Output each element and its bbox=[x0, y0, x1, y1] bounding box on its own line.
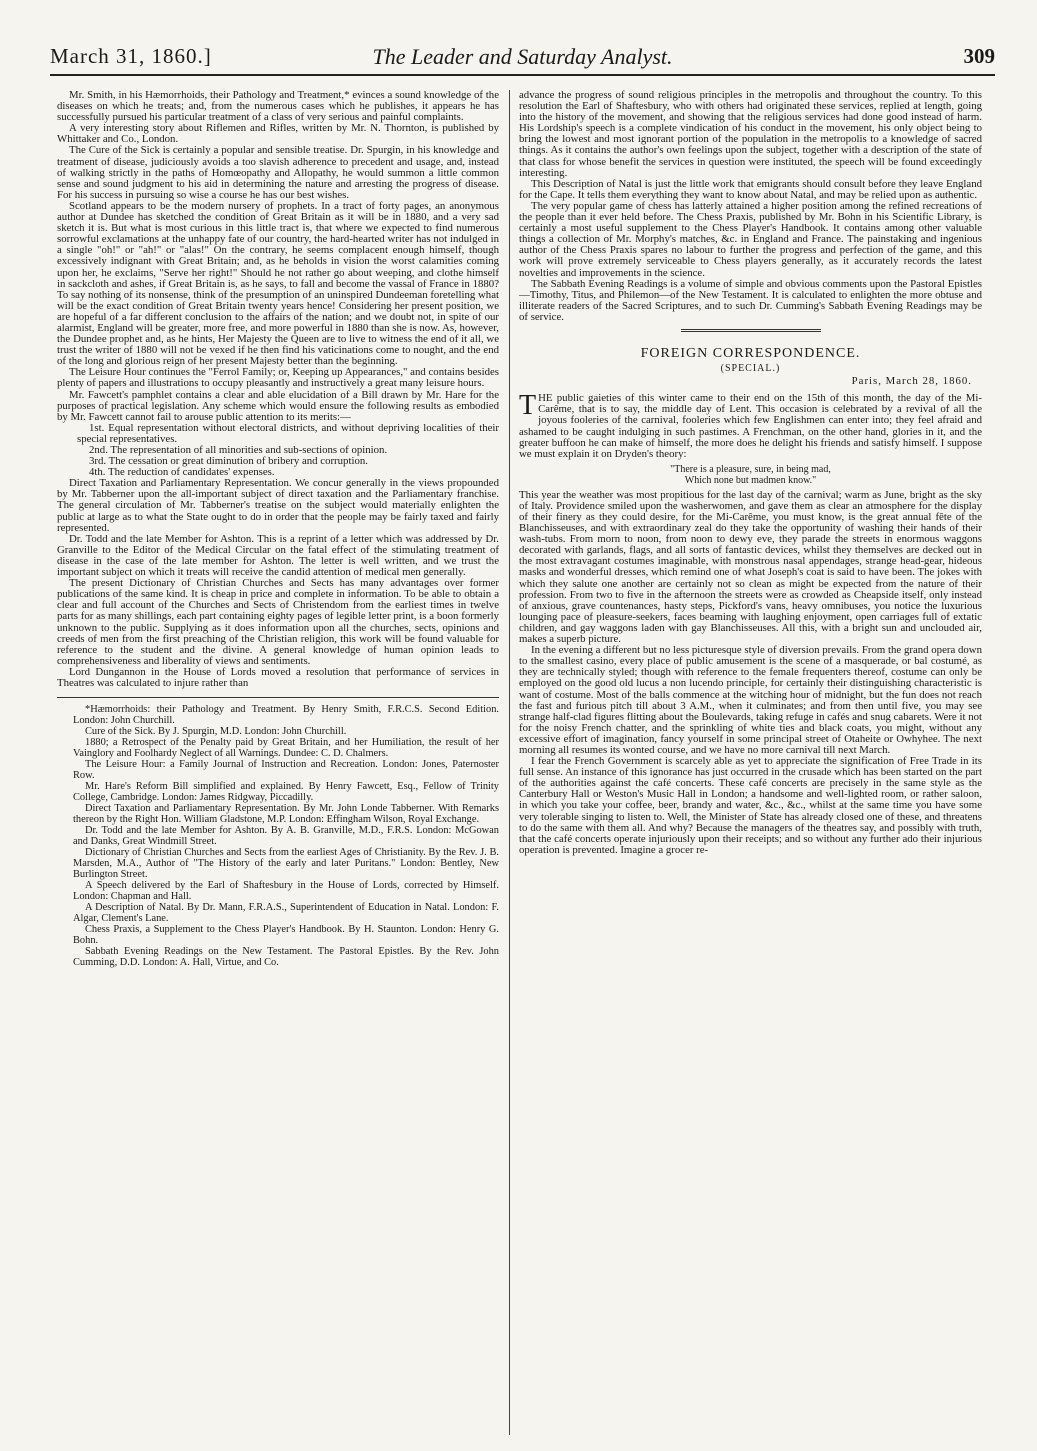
paragraph: The Sabbath Evening Readings is a volume of simple and obvious comments upon the Pastoral Epistles—Timothy, Titus, and Philemon—of the New Testament. It is calculated to enlighten the more obtuse and illiterate readers of the Sacred Scriptures, and to such Dr. Cumming's Sabbath Evening Readings may be of service. bbox=[519, 277, 982, 323]
footnote: Direct Taxation and Parliamentary Representation. By Mr. John Londe Tabberner. With Remarks thereon by the Right Hon. William Gladstone, M.P. London: Effingham Wilson, Royal Exchange. bbox=[73, 803, 499, 826]
drop-cap: T bbox=[519, 390, 537, 422]
footnote: Sabbath Evening Readings on the New Testament. The Pastoral Epistles. By the Rev. John Cumming, D.D. London: A. Hall, Virtue, and Co. bbox=[73, 946, 499, 969]
paragraph: Dr. Todd and the late Member for Ashton. This is a reprint of a letter which was addressed by Dr. Granville to the Editor of the Medical Circular on the fatal effect of the stimulating treatment of disease in the case of the late member for Ashton. The letter is well written, and we trust the important subject on which it treats will receive the candid attention of medical men generally. bbox=[57, 532, 499, 579]
section-rule bbox=[681, 329, 821, 332]
column-divider bbox=[509, 90, 510, 1435]
paragraph: Scotland appears to be the modern nursery of prophets. In a tract of forty pages, an anonymous author at Dundee has sketched the condition of Great Britain as it will be in 1880, and a very sad sketch it is. But what is most curious in this little tract is, that where we expected to find numerous sorrowful exclamations at the unhappy fate of our country, the hard-hearted writer has not indulged in a single "oh!" or "ah!" or "alas!" On the contrary, he seems complacent enough himself, though excessively indignant with Great Britain; and, as he beholds in vision the worst calamities coming upon her, he exclaims, "Serve her right!" Should he not rather go about weeping, and clothe himself in sackcloth and ashes, if Great Britain is, as he says, to fall and become the vassal of France in 1880? To say nothing of its nonsense, think of the presumption of an uninspired Dundeeman foretelling what will be the exact condition of Great Britain twenty years hence! Considering her present position, we are hopeful of a far different conclusion to the affairs of the nation; and we doubt not, in spite of our alarmist, England will be greater, more free, and more powerful in 1880 than she is now. As, however, the Dundee prophet and, as he hints, Her Majesty the Queen are to live to witness the end of it all, we trust the writer of 1880 will not be vexed if he then find his vaticinations come to nought, and the end of the long and glorious reign of her present Majesty better than the beginning. bbox=[57, 199, 499, 368]
header-title: The Leader and Saturday Analyst. bbox=[372, 44, 673, 69]
footnote: Dictionary of Christian Churches and Sects from the earliest Ages of Christianity. By the Rev. J. B. Marsden, M.A., Author of "The History of the early and later Puritans." London: Bentley, New Burlington Street. bbox=[73, 847, 499, 881]
header-date: March 31, 1860.] bbox=[50, 44, 212, 68]
paragraph: Mr. Fawcett's pamphlet contains a clear and able elucidation of a Bill drawn by Mr. Hare for the purposes of practical legislation. Any scheme which would ensure the following results as embodied by Mr. Fawcett cannot fail to arouse public attention to its merits:— bbox=[57, 388, 499, 423]
page-header bbox=[50, 44, 995, 76]
list-item: 3rd. The cessation or great diminution of bribery and corruption. bbox=[89, 455, 368, 468]
dateline: Paris, March 28, 1860. bbox=[851, 375, 972, 388]
quote-line: "There is a pleasure, sure, in being mad, bbox=[670, 463, 831, 475]
paragraph: Direct Taxation and Parliamentary Representation. We concur generally in the views propounded by Mr. Tabberner upon the all-important subject of direct taxation and the Parliamentary franchise. The general circulation of Mr. Tabberner's treatise on the subject would materially enlighten the public at large as to what the State ought to do in order that the people may be fairly taxed and fairly represented. bbox=[57, 477, 499, 534]
footnote: *Hæmorrhoids: their Pathology and Treatment. By Henry Smith, F.R.C.S. Second Edition. London: John Churchill. bbox=[73, 704, 499, 727]
verse-quote bbox=[519, 464, 982, 486]
quote-line: Which none but madmen know." bbox=[684, 474, 817, 486]
footnote: Dr. Todd and the late Member for Ashton. By A. B. Granville, M.D., F.R.S. London: McGowan and Danks, Great Windmill Street. bbox=[73, 825, 499, 848]
paragraph: The Leisure Hour continues the "Ferrol Family; or, Keeping up Appearances," and contains besides plenty of papers and illustrations to occupy pleasantly and instructively a great many leisure hours. bbox=[57, 366, 499, 390]
paragraph: This year the weather was most propitious for the last day of the carnival; warm as June, bright as the sky of Italy. Providence smiled upon the washerwomen, and gave them as clear an atmosphere for the display of their finery as they could desire, for the Mi-Carême, you must know, is the great annual fête of the Blanchisseuses, and with extraordinary zeal do they take the opportunity of washing their hands of their wash-tubs. From morn to noon, from noon to dewy eve, they parade the streets in enormous waggons decorated with garlands, flags, and all sorts of fantastic devices, whilst they themselves are decked out in the most extravagant costumes imaginable, with monstrous nasal appendages, strange head-gear, hideous masks and wonderful dresses, which remind one of what Joseph's coat is said to have been. The jokes with which they salute one another are certainly not so clean as might be expected from the nature of their profession. From two to five in the afternoon the streets were as crowded as Cheapside itself, only instead of anxious, grave countenances, hasty steps, Pickford's vans, heavy omnibuses, you notice the luxurious lounging pace of pleasure-seekers, faces beaming with laughing enjoyment, open carriages full of extatic children, and gay waggons laden with gay Blanchisseuses. All this, with a bright sun and unclouded air, makes a superb picture. bbox=[519, 488, 982, 646]
footnote: Chess Praxis, a Supplement to the Chess Player's Handbook. By H. Staunton. London: Henry G. Bohn. bbox=[73, 924, 499, 947]
footnote: A Description of Natal. By Dr. Mann, F.R.A.S., Superintendent of Education in Natal. London: F. Algar, Clement's Lane. bbox=[73, 902, 499, 925]
paragraph: I fear the French Government is scarcely able as yet to appreciate the signification of Free Trade in its full sense. An instance of this ignorance has just occurred in the crusade which has been started on the part of the authorities against the café concerts. These café concerts are precisely in the same style as the Canterbury Hall or Weston's Music Hall in London; a handsome and well-lighted room, or rather saloon, in which you take your coffee, beer, brandy and water, &c., &c., whilst at the same time you have some very tolerable singing to listen to. Well, the Minister of State has already closed one of these, and threatens to do the same with them all. And why? Because the managers of the theatres say, and possibly with truth, that the café concerts operate injuriously upon their receipts; and so without any further ado their injurious operation is prevented. Imagine a grocer re- bbox=[519, 755, 982, 856]
paragraph: advance the progress of sound religious principles in the metropolis and throughout the country. To this resolution the Earl of Shaftesbury, who with others had originated these services, replied at length, going into the history of the movement, and showing that the religious services had done good instead of harm. His Lordship's speech is a complete vindication of his conduct in the movement, his only object being to bring the lowest and most ignorant portion of the population in the metropolis to a knowledge of sacred things. As it contains the author's own feelings upon the subject, together with a description of the state of that class for whose benefit the services in question were instituted, the speech will be found exceedingly interesting. bbox=[519, 90, 982, 179]
paragraph: The Cure of the Sick is certainly a popular and sensible treatise. Dr. Spurgin, in his knowledge and treatment of disease, judiciously avoids a too slavish adherence to precedent and usage, and, instead of walking strictly in the paths of Homœopathy and Allopathy, he would summon a little common sense and sound judgment to his aid in determining the nature and arresting the progress of disease. For his success in pursuing so wise a course he has our best wishes. bbox=[57, 144, 499, 201]
footnote: Cure of the Sick. By J. Spurgin, M.D. London: John Churchill. bbox=[85, 726, 347, 738]
list-item: 4th. The reduction of candidates' expenses. bbox=[89, 466, 275, 479]
section-subtitle: (SPECIAL.) bbox=[720, 363, 781, 375]
paragraph: In the evening a different but no less picturesque style of diversion prevails. From the grand opera down to the smallest casino, every place of public amusement is the scene of a masquerade, or bal costumé, as they are technically styled; though with reference to the female frequenters thereof, costume can only be employed on the good old lucus a non lucendo principle, for certainly their distinguishing characteristic is want of costume. Most of the balls commence at the witching hour of midnight, but the fun does not reach the fast and furious pitch till about 3 A.M., when it culminates; and from then until five, you may see strange half-clad figures flitting about the Boulevards, taking refuge in cafés and snug cabarets. Were it not for the noisy French chatter, and the sprinkling of white ties and black coats, you might, without any excessive effort of imagination, fancy yourself in some principal street of Otaheite or Owhyhee. The next morning all resumes its wonted course, and we have no more carnival till next March. bbox=[519, 644, 982, 756]
section-title: FOREIGN CORRESPONDENCE. bbox=[640, 345, 861, 361]
footnote: 1880; a Retrospect of the Penalty paid by Great Britain, and her Humiliation, the result of her Vainglory and Foolhardy Neglect of all Warnings. Dundee: C. D. Chalmers. bbox=[73, 737, 499, 760]
paragraph: This Description of Natal is just the little work that emigrants should consult before they leave England for the Cape. It tells them everything they want to know about Natal, and may be relied upon as authentic. bbox=[519, 177, 982, 201]
footnote: Mr. Hare's Reform Bill simplified and explained. By Henry Fawcett, Esq., Fellow of Trinity College, Cambridge. London: James Ridgway, Piccadilly. bbox=[73, 781, 499, 804]
opening-paragraph bbox=[519, 390, 982, 460]
list-item: 2nd. The representation of all minorities and sub-sections of opinion. bbox=[89, 444, 388, 456]
paragraph: A very interesting story about Riflemen and Rifles, written by Mr. N. Thornton, is published by Whittaker and Co., London. bbox=[57, 122, 499, 146]
paragraph: The present Dictionary of Christian Churches and Sects has many advantages over former publications of the same kind. It is cheap in price and complete in information. To be able to obtain a clear and full account of the Churches and Sects of Christendom from the earliest times in twelve parts for as many shillings, each part containing eighty pages of legible letter print, is a boon formerly unknown to the public. Supplying as it does information upon all the churches, sects, opinions and creeds of men from the first preaching of the Christian religion, this work will be found valuable for reference to the student and the divine. A general knowledge of human opinion leads to comprehensiveness and liberality of views and sentiments. bbox=[57, 577, 499, 667]
list-item: 1st. Equal representation without electoral districts, and without depriving localities of their special representatives. bbox=[77, 421, 499, 445]
left-column bbox=[57, 90, 499, 1438]
footnote: A Speech delivered by the Earl of Shaftesbury in the House of Lords, corrected by Himself. London: Chapman and Hall. bbox=[73, 880, 499, 903]
opening-text: HE public gaieties of this winter came to their end on the 15th of this month, the day of the Mi-Carême, that is to say, the middle day of Lent. This occasion is celebrated by a revival of all the joyous fooleries of the carnival, fooleries which few Englishmen can enter into; they feel afraid and ashamed to be caught indulging in such pastimes. A Frenchman, on the other hand, glories in it, and the greater buffoon he can make of himself, the more does he delight his friends and satisfy himself. I suppose we must explain it on Dryden's theory: bbox=[519, 392, 982, 460]
paragraph: The very popular game of chess has latterly attained a higher position among the refined recreations of the people than it ever held before. The Chess Praxis, published by Mr. Bohn in his Scientific Library, is certainly a most useful supplement to the Chess Player's Handbook. It contains among other valuable things a collection of Mr. Morphy's matches, &c. in England and France. The painstaking and ingenious author of the Chess Praxis spares no labour to further the progress and perfection of the game, and this work will prove extremely serviceable to Chess players generally, as it accurately records the latest novelties and improvements in the science. bbox=[519, 199, 982, 279]
paragraph: Mr. Smith, in his Hæmorrhoids, their Pathology and Treatment,* evinces a sound knowledge of the diseases on which he treats; and, from the numerous cases which he publishes, it appears he has successfully pursued his particular treatment of a class of very serious and painful complaints. bbox=[57, 90, 499, 124]
page-number: 309 bbox=[963, 44, 995, 68]
paragraph: Lord Dungannon in the House of Lords moved a resolution that performance of services in Theatres was calculated to injure rather than bbox=[57, 665, 499, 689]
footnote: The Leisure Hour: a Family Journal of Instruction and Recreation. London: Jones, Paternoster Row. bbox=[73, 759, 499, 782]
footnote-rule bbox=[57, 697, 499, 698]
right-column bbox=[519, 90, 982, 1438]
